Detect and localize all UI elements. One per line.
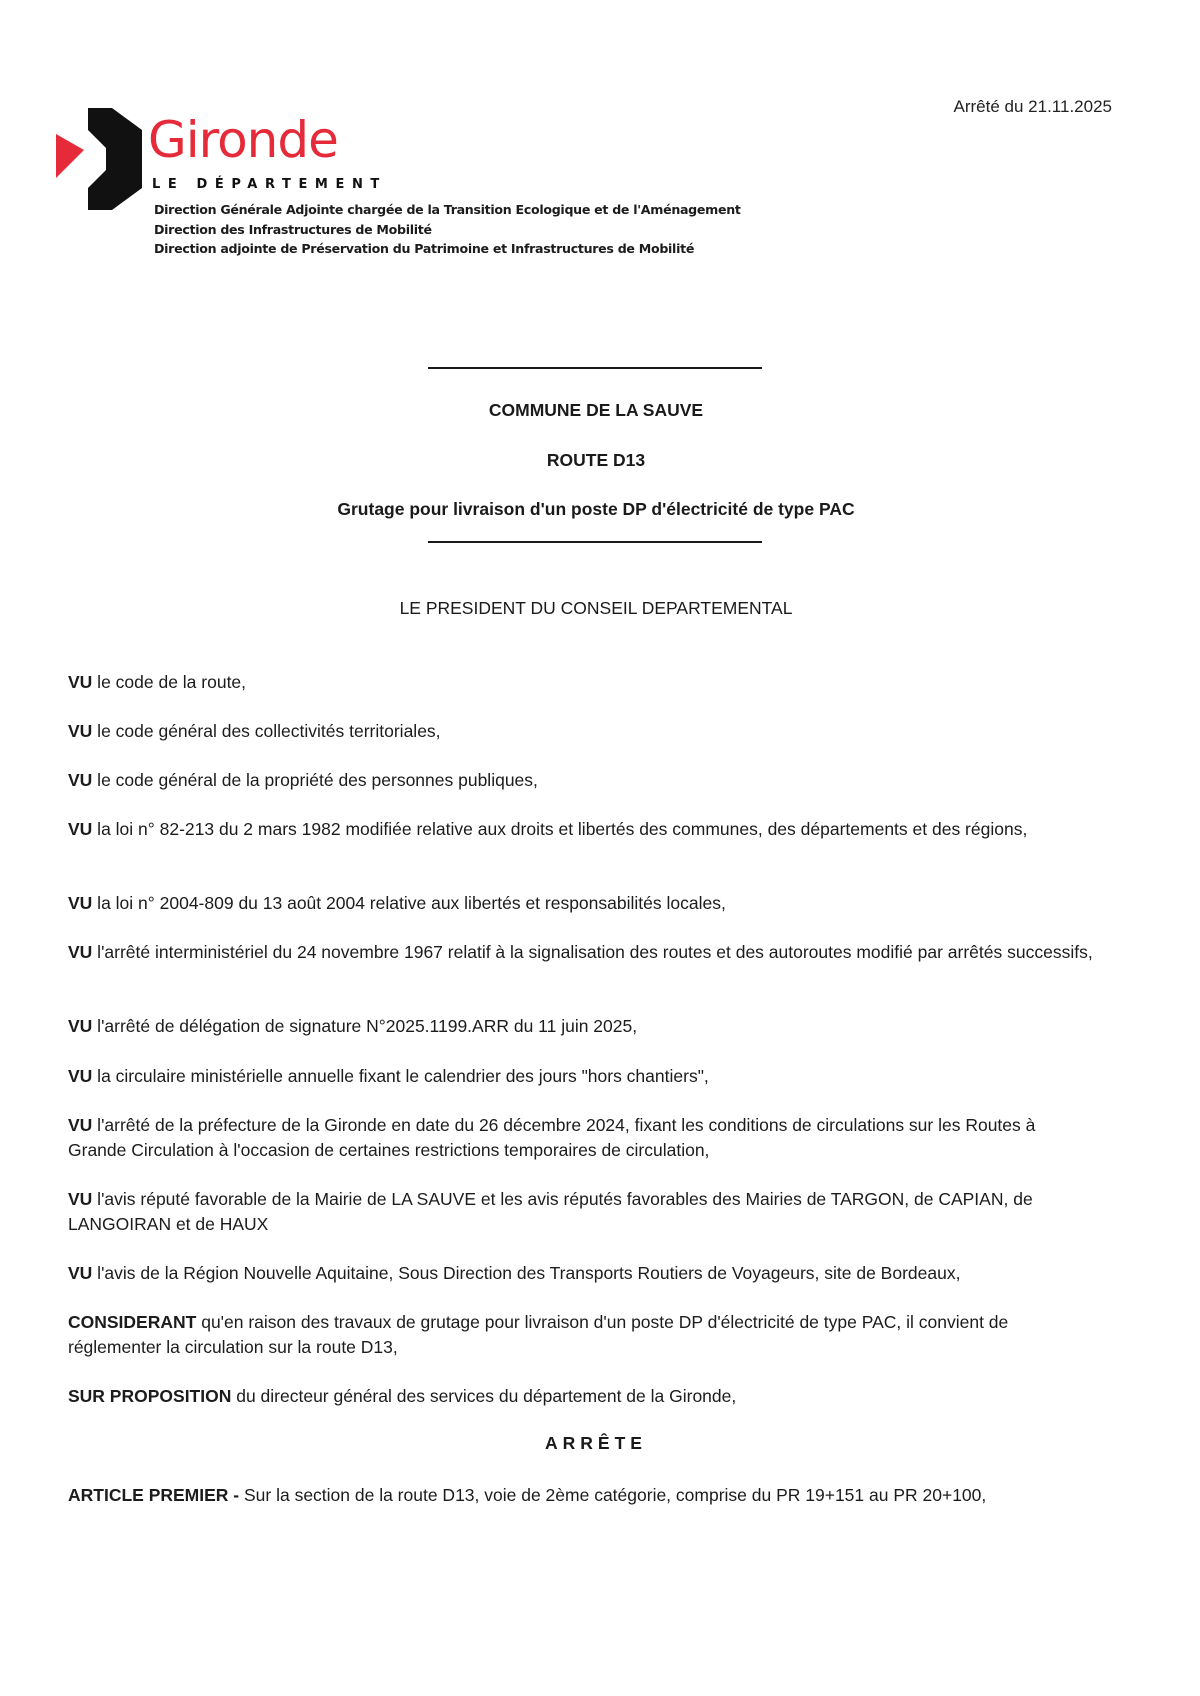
authority-heading: LE PRESIDENT DU CONSEIL DEPARTEMENTAL — [399, 598, 793, 618]
visa-paragraph: VU l'avis réputé favorable de la Mairie de LA SAUVE et les avis réputés favorables des Mairies de TARGON, de CAPIAN, de LANGOIRAN et de HAUX — [68, 1189, 1033, 1234]
visa-paragraph: VU la loi n° 2004-809 du 13 août 2004 relative aux libertés et responsabilités locales, — [68, 893, 726, 913]
direction-line: Direction Générale Adjointe chargée de la Transition Ecologique et de l'Aménagement — [154, 202, 741, 217]
visa-paragraph: VU le code de la route, — [68, 672, 247, 692]
visa-paragraph: VU le code général des collectivités territoriales, — [68, 721, 441, 741]
divider — [428, 367, 762, 369]
proposition-paragraph: SUR PROPOSITION du directeur général des services du département de la Gironde, — [68, 1386, 737, 1406]
arrete-date: Arrêté du 21.11.2025 — [953, 97, 1112, 116]
visa-paragraph: VU la circulaire ministérielle annuelle fixant le calendrier des jours "hors chantiers", — [68, 1066, 709, 1086]
route-title: ROUTE D13 — [546, 450, 646, 470]
divider — [428, 541, 762, 543]
directions-block — [154, 200, 741, 259]
gironde-logo-icon — [56, 108, 142, 210]
visa-paragraph: VU l'arrêté de délégation de signature N°2025.1199.ARR du 11 juin 2025, — [68, 1016, 638, 1036]
decision-heading: ARRÊTE — [545, 1433, 647, 1453]
visa-paragraph: VU le code général de la propriété des personnes publiques, — [68, 770, 538, 790]
logo-wordmark: Gironde — [148, 111, 338, 169]
logo-subtitle: LE DÉPARTEMENT — [152, 177, 387, 192]
commune-title: COMMUNE DE LA SAUVE — [488, 400, 704, 420]
article-premier-paragraph: ARTICLE PREMIER - Sur la section de la route D13, voie de 2ème catégorie, comprise du PR 19+151 au PR 20+100, — [68, 1485, 987, 1505]
direction-line: Direction des Infrastructures de Mobilité — [154, 221, 432, 237]
subject-title: Grutage pour livraison d'un poste DP d'électricité de type PAC — [337, 499, 855, 519]
visa-paragraph: VU l'arrêté de la préfecture de la Gironde en date du 26 décembre 2024, fixant les conditions de circulations sur les Routes à Grande Circulation à l'occasion de certaines restrictions temporaires de circulation, — [68, 1115, 1036, 1160]
visa-paragraph: VU l'arrêté interministériel du 24 novembre 1967 relatif à la signalisation des routes et des autoroutes modifié par arrêtés successifs, — [68, 942, 1093, 962]
considerant-paragraph: CONSIDERANT qu'en raison des travaux de grutage pour livraison d'un poste DP d'électricité de type PAC, il convient de réglementer la circulation sur la route D13, — [68, 1312, 1009, 1357]
visa-paragraph: VU l'avis de la Région Nouvelle Aquitaine, Sous Direction des Transports Routiers de Voyageurs, site de Bordeaux, — [68, 1263, 961, 1283]
direction-line: Direction adjointe de Préservation du Patrimoine et Infrastructures de Mobilité — [154, 241, 695, 256]
visa-paragraph: VU la loi n° 82-213 du 2 mars 1982 modifiée relative aux droits et libertés des communes, des départements et des régions, — [68, 819, 1028, 839]
